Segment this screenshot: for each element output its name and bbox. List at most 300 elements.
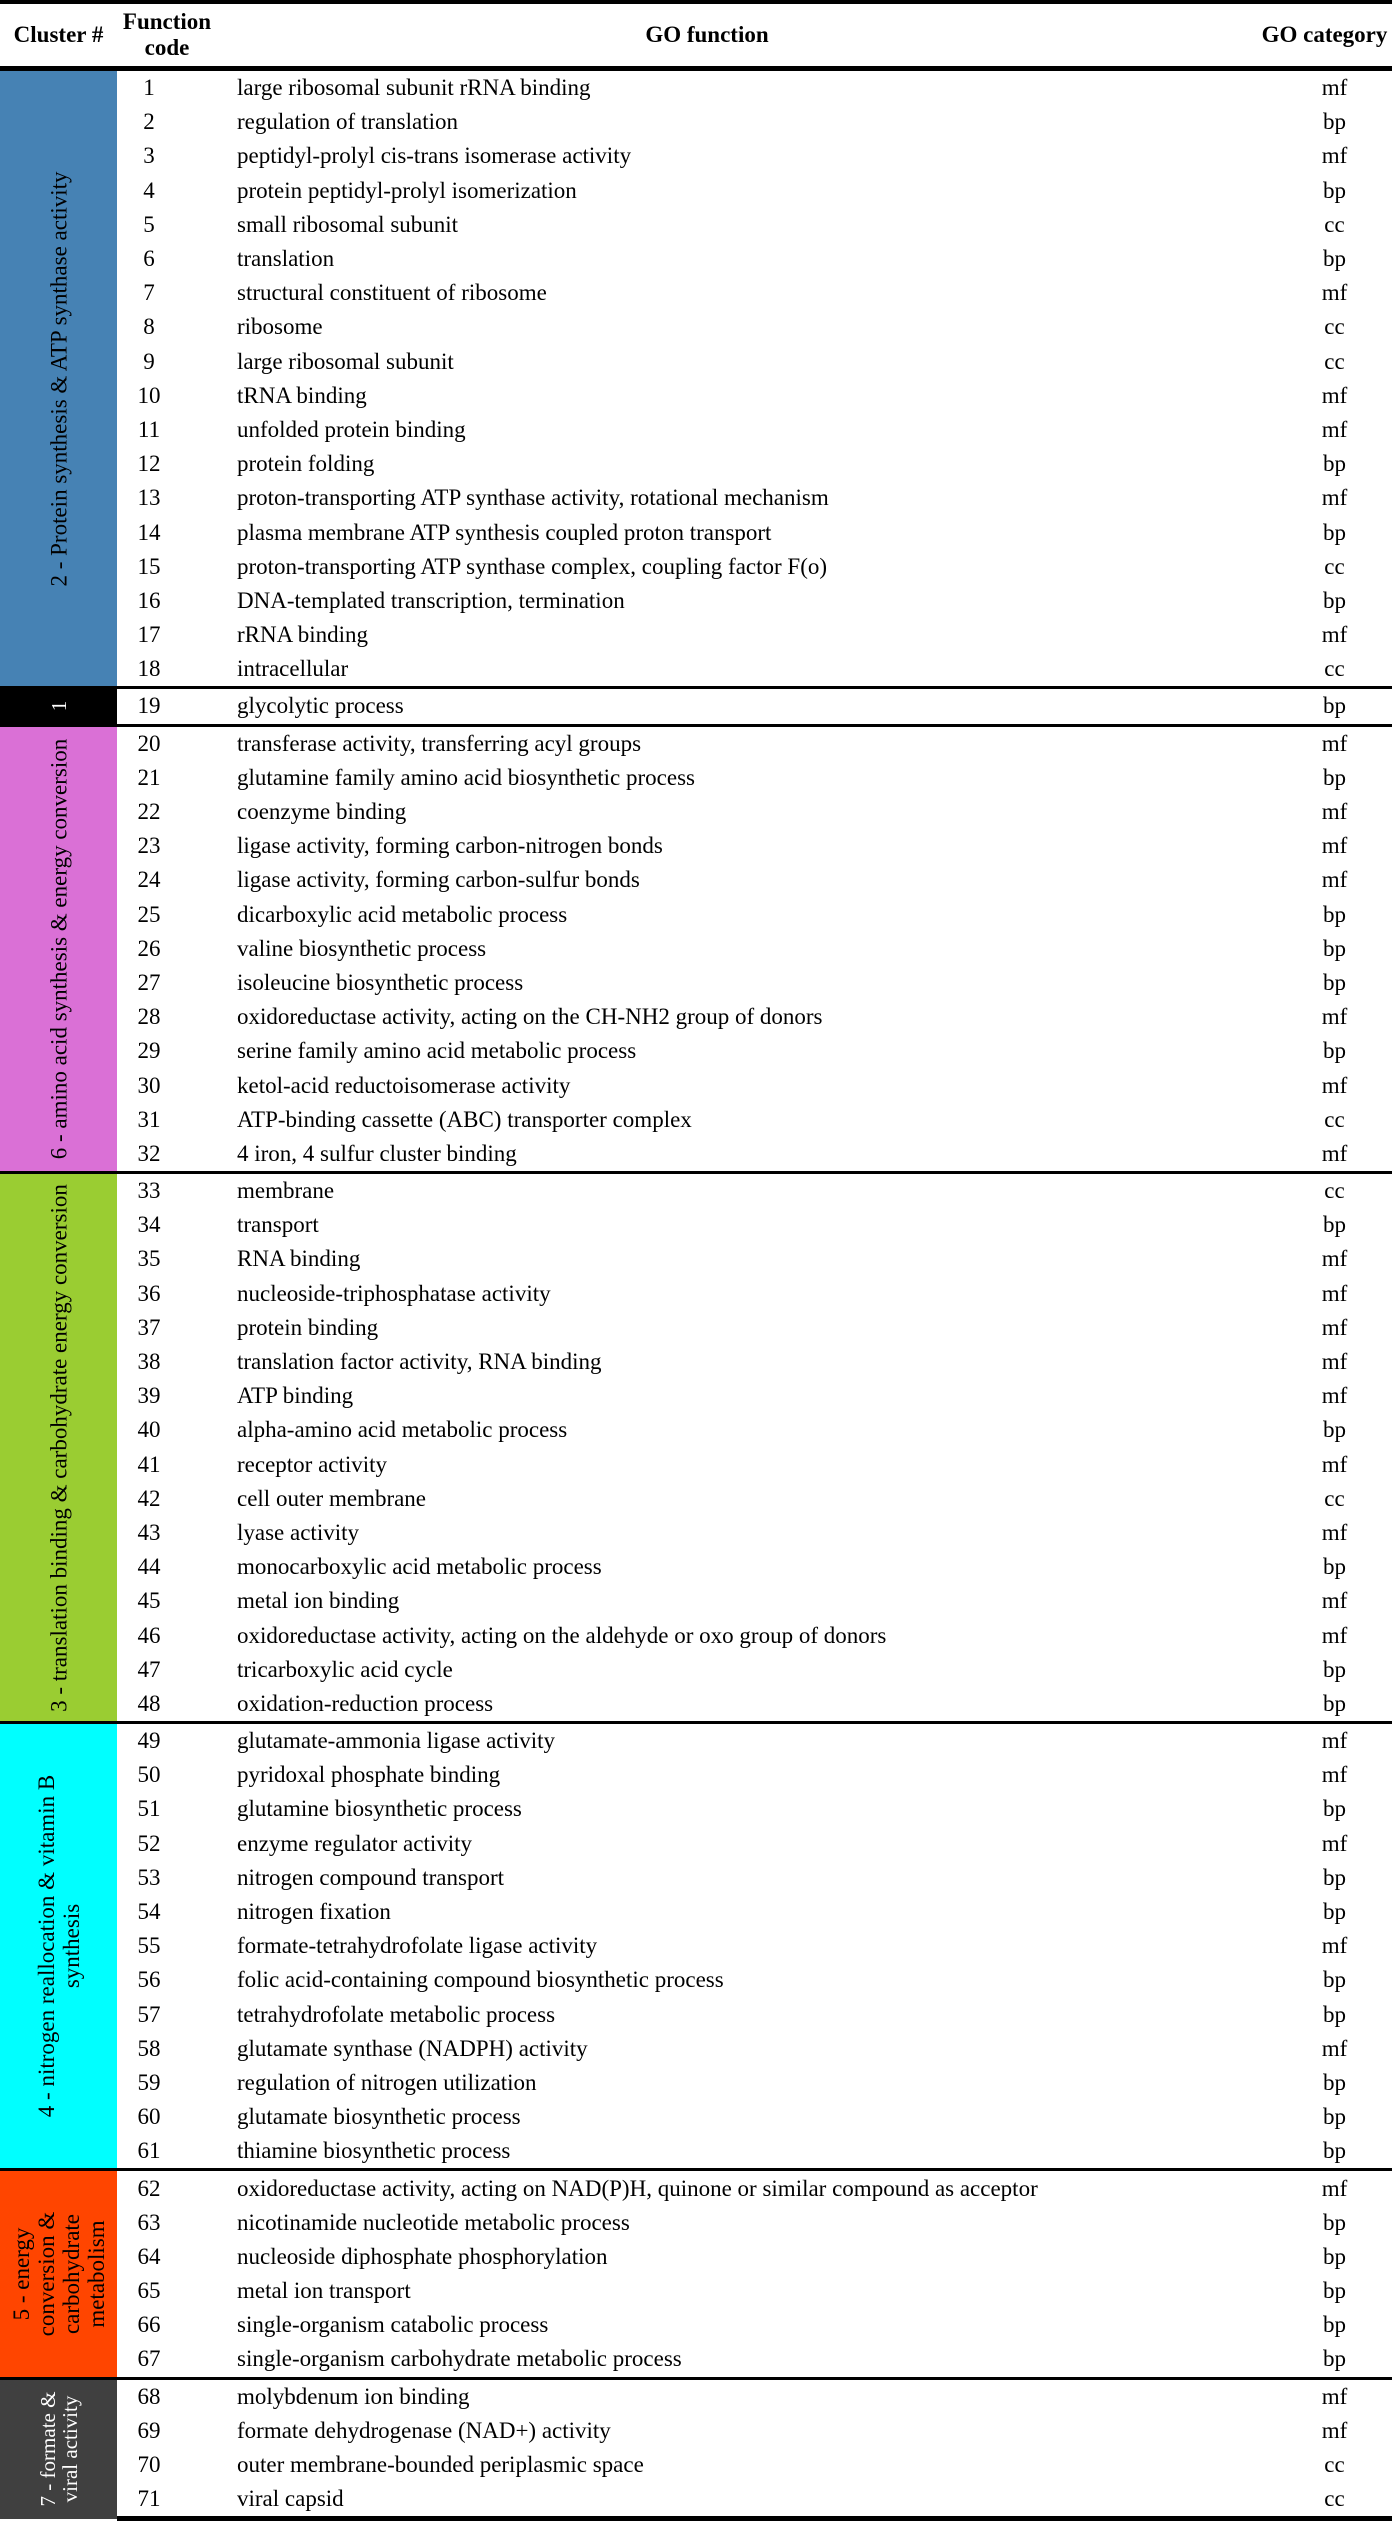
table-row [0,1413,1392,1447]
table-row [0,515,1392,549]
go-category-cell: cc [1324,553,1345,579]
go-category-cell: mf [1321,1588,1348,1614]
function-code-cell: 33 [117,1173,217,1209]
table-row [0,932,1392,966]
go-category-cell: bp [1323,2312,1346,2338]
go-category-cell: cc [1324,656,1345,682]
function-code-cell: 24 [137,867,161,893]
table-row [0,725,1392,761]
go-category-cell: mf [1321,485,1348,511]
function-code-cell: 6 [143,246,155,272]
go-function-cell: protein folding [237,451,375,477]
go-category-cell: mf [1321,1519,1348,1545]
function-code-cell: 39 [137,1383,161,1409]
table-row [0,447,1392,481]
go-category-cell: cc [1324,348,1345,374]
table-row [0,276,1392,310]
function-code-cell: 60 [137,2104,161,2130]
function-code-cell: 37 [137,1314,161,1340]
go-category-cell: bp [1323,1417,1346,1443]
go-function-cell: protein binding [237,1314,379,1340]
function-code-cell: 58 [137,2035,161,2061]
function-code-cell: 34 [137,1212,161,1238]
function-code-cell: 25 [137,901,161,927]
go-function-cell: oxidation-reduction process [237,1690,494,1716]
go-function-cell: unfolded protein binding [237,416,466,442]
cluster-label: 7 - formate & viral activity [35,2391,82,2507]
function-code-cell: 63 [137,2209,161,2235]
go-category-cell: mf [1257,1723,1392,1759]
go-function-cell: enzyme regulator activity [237,1830,473,1856]
go-function-cell: valine biosynthetic process [237,935,487,961]
go-function-cell: glycolytic process [217,688,1257,725]
go-function-cell: nitrogen compound transport [237,1864,505,1890]
go-category-cell: mf [1321,1314,1348,1340]
go-function-cell: tricarboxylic acid cycle [237,1656,453,1682]
function-code-cell: 67 [137,2346,161,2372]
go-category-cell: bp [1323,246,1346,272]
go-function-cell: glutamate biosynthetic process [237,2104,521,2130]
function-code-cell: 31 [137,1106,161,1132]
table-row [0,1034,1392,1068]
table-row [0,1827,1392,1861]
go-function-cell: monocarboxylic acid metabolic process [237,1554,602,1580]
function-code-cell: 11 [137,416,161,442]
table-row [0,1000,1392,1034]
go-function-cell: ligase activity, forming carbon-nitrogen bonds [237,833,663,859]
go-function-cell: glutamate synthase (NADPH) activity [237,2035,588,2061]
cluster-cell [0,1723,117,2170]
table-row [0,966,1392,1000]
go-function-cell: large ribosomal subunit [237,348,454,374]
go-function-cell: tRNA binding [237,382,367,408]
header-function-code: Function code [117,2,217,69]
go-function-cell: nucleoside diphosphate phosphorylation [237,2243,608,2269]
go-function-cell: formate dehydrogenase (NAD+) activity [237,2417,611,2443]
function-code-cell: 13 [137,485,161,511]
go-function-cell: ATP-binding cassette (ABC) transporter complex [237,1106,692,1132]
go-function-cell: nitrogen fixation [237,1899,391,1925]
function-code-cell: 40 [137,1417,161,1443]
function-code-cell: 32 [137,1140,161,1166]
table-row [0,795,1392,829]
function-code-cell: 69 [137,2417,161,2443]
table-row [0,1137,1392,1173]
function-code-cell: 51 [137,1796,161,1822]
go-category-cell: bp [1323,1038,1346,1064]
table-row [0,2274,1392,2308]
function-code-cell: 20 [117,725,217,761]
go-function-cell: outer membrane-bounded periplasmic space [237,2452,644,2478]
table-row [0,2032,1392,2066]
function-code-cell: 45 [137,1588,161,1614]
go-function-cell: small ribosomal subunit [237,211,459,237]
go-category-cell: mf [1321,1383,1348,1409]
function-code-cell: 9 [143,348,155,374]
function-code-cell: 64 [137,2243,161,2269]
go-category-cell: mf [1321,1072,1348,1098]
cluster-label: 1 [46,701,71,712]
go-category-cell: bp [1323,2278,1346,2304]
function-code-cell: 4 [143,177,155,203]
table-row [0,1208,1392,1242]
go-category-cell: bp [1323,519,1346,545]
table-row [0,1723,1392,1759]
go-function-cell: cell outer membrane [237,1485,427,1511]
go-category-cell: mf [1257,2378,1392,2414]
cluster-cell [0,2378,117,2519]
table-row [0,1173,1392,1209]
go-function-cell: lyase activity [237,1519,359,1545]
go-category-cell: bp [1323,901,1346,927]
function-code-cell: 38 [137,1349,161,1375]
table-header [0,2,1392,69]
go-function-cell: RNA binding [237,1246,361,1272]
go-category-cell: bp [1323,764,1346,790]
go-category-cell: mf [1321,280,1348,306]
table-row [0,863,1392,897]
go-category-cell: mf [1321,1246,1348,1272]
function-code-cell: 8 [143,314,155,340]
go-function-cell: glutamine biosynthetic process [237,1796,522,1822]
go-function-cell: pyridoxal phosphate binding [237,1762,501,1788]
table-row [0,550,1392,584]
go-function-cell: single-organism carbohydrate metabolic process [237,2346,682,2372]
function-code-cell: 3 [143,143,155,169]
function-code-cell: 71 [117,2482,217,2519]
function-code-cell: 48 [137,1690,161,1716]
function-code-cell: 44 [137,1554,161,1580]
function-code-cell: 29 [137,1038,161,1064]
go-category-cell: bp [1323,1864,1346,1890]
go-function-cell: serine family amino acid metabolic process [237,1038,637,1064]
go-function-cell: plasma membrane ATP synthesis coupled proton transport [237,519,772,545]
go-category-cell: bp [1323,2069,1346,2095]
function-code-cell: 30 [137,1072,161,1098]
function-code-cell: 1 [117,69,217,106]
table-row [0,2170,1392,2206]
go-category-cell: bp [1323,1554,1346,1580]
go-category-cell: mf [1321,1140,1348,1166]
function-code-cell: 57 [137,2001,161,2027]
table-row [0,2448,1392,2482]
go-function-cell: glutamine family amino acid biosynthetic process [237,764,695,790]
table-row [0,1758,1392,1792]
function-code-cell: 43 [137,1519,161,1545]
go-function-cell: translation [237,246,335,272]
go-function-cell: structural constituent of ribosome [237,280,547,306]
go-category-cell: mf [1321,1451,1348,1477]
go-category-cell: bp [1257,688,1392,725]
table-row [0,310,1392,344]
function-code-cell: 35 [137,1246,161,1272]
go-category-cell: bp [1323,177,1346,203]
go-category-cell: bp [1323,935,1346,961]
header-go-function: GO function [217,2,1257,69]
go-category-cell: mf [1321,622,1348,648]
go-function-cell: viral capsid [217,2482,1257,2519]
function-code-cell: 54 [137,1899,161,1925]
function-code-cell: 16 [137,587,161,613]
go-category-cell: mf [1321,143,1348,169]
go-category-cell: mf [1321,416,1348,442]
table-row [0,688,1392,725]
cluster-cell [0,1173,117,1723]
function-code-cell: 47 [137,1656,161,1682]
table-row [0,1448,1392,1482]
function-code-cell: 18 [137,656,161,682]
go-category-cell: mf [1321,1349,1348,1375]
table-row [0,1998,1392,2032]
function-code-cell: 23 [137,833,161,859]
function-code-cell: 42 [137,1485,161,1511]
cluster-cell [0,2170,117,2378]
table-row [0,898,1392,932]
go-category-cell: cc [1324,211,1345,237]
go-function-cell: protein peptidyl-prolyl isomerization [237,177,577,203]
go-category-cell: bp [1323,1796,1346,1822]
go-category-cell: mf [1321,799,1348,825]
go-function-cell: coenzyme binding [237,799,407,825]
table-row [0,1861,1392,1895]
table-row [0,2206,1392,2240]
go-category-cell: bp [1323,2138,1346,2164]
function-code-cell: 5 [143,211,155,237]
table-row [0,2240,1392,2274]
go-function-cell: ATP binding [237,1383,354,1409]
function-code-cell: 41 [137,1451,161,1477]
go-function-cell: DNA-templated transcription, termination [237,587,625,613]
table-row [0,105,1392,139]
table-row [0,1929,1392,1963]
go-function-cell: dicarboxylic acid metabolic process [237,901,568,927]
function-code-cell: 59 [137,2069,161,2095]
function-code-cell: 52 [137,1830,161,1856]
go-category-cell: mf [1321,2417,1348,2443]
table-row [0,2378,1392,2414]
go-category-cell: bp [1323,2346,1346,2372]
go-function-cell: thiamine biosynthetic process [237,2138,511,2164]
table-row [0,1345,1392,1379]
go-category-cell: mf [1321,2035,1348,2061]
go-function-cell: intracellular [237,656,349,682]
go-function-cell: ribosome [237,314,323,340]
table-row [0,1068,1392,1102]
go-function-cell: oxidoreductase activity, acting on the aldehyde or oxo group of donors [237,1622,887,1648]
go-function-cell: metal ion binding [237,1588,400,1614]
go-category-cell: cc [1324,1485,1345,1511]
cluster-label: 2 - Protein synthesis & ATP synthase activity [46,171,71,587]
go-category-cell: cc [1324,1106,1345,1132]
go-function-cell: metal ion transport [237,2278,411,2304]
go-category-cell: mf [1321,833,1348,859]
function-code-cell: 10 [137,382,161,408]
go-function-cell: single-organism catabolic process [237,2312,549,2338]
function-code-cell: 12 [137,451,161,477]
go-function-cell: folic acid-containing compound biosynthetic process [237,1967,724,1993]
table-row [0,1379,1392,1413]
table-row [0,1277,1392,1311]
go-function-cell: translation factor activity, RNA binding [237,1349,602,1375]
table-row [0,1895,1392,1929]
go-category-cell: bp [1323,2209,1346,2235]
go-function-cell: formate-tetrahydrofolate ligase activity [237,1933,598,1959]
function-code-cell: 22 [137,799,161,825]
table-row [0,584,1392,618]
table-row [0,2482,1392,2519]
table-row [0,2066,1392,2100]
go-function-cell: proton-transporting ATP synthase complex, coupling factor F(o) [237,553,828,579]
go-function-cell: oxidoreductase activity, acting on NAD(P)H, quinone or similar compound as acceptor [217,2170,1257,2206]
go-category-cell: bp [1323,1690,1346,1716]
go-function-cell: regulation of nitrogen utilization [237,2069,537,2095]
go-category-cell: mf [1321,1622,1348,1648]
table-row [0,1103,1392,1137]
function-code-cell: 68 [117,2378,217,2414]
cluster-cell [0,69,117,688]
function-code-cell: 66 [137,2312,161,2338]
table-row [0,379,1392,413]
go-function-cell: nucleoside-triphosphatase activity [237,1280,551,1306]
table-row [0,345,1392,379]
function-code-cell: 56 [137,1967,161,1993]
table-row [0,1311,1392,1345]
function-code-cell: 36 [137,1280,161,1306]
go-function-cell: ligase activity, forming carbon-sulfur bonds [237,867,640,893]
go-category-cell: bp [1323,1212,1346,1238]
table-row [0,2342,1392,2378]
cluster-label: 4 - nitrogen reallocation & vitamin B synthesis [33,1775,84,2118]
table-row [0,618,1392,652]
go-category-cell: bp [1323,109,1346,135]
function-code-cell: 50 [137,1762,161,1788]
table-row [0,1618,1392,1652]
go-function-cell: oxidoreductase activity, acting on the CH-NH2 group of donors [237,1004,823,1030]
function-code-cell: 49 [117,1723,217,1759]
go-category-cell: mf [1321,1004,1348,1030]
table-row [0,1653,1392,1687]
function-code-cell: 21 [137,764,161,790]
function-code-cell: 55 [137,1933,161,1959]
go-category-cell: bp [1323,1899,1346,1925]
go-category-cell: mf [1257,69,1392,106]
table-row [0,2100,1392,2134]
go-category-cell: mf [1257,2170,1392,2206]
table-row [0,2414,1392,2448]
function-code-cell: 19 [117,688,217,725]
table-body [0,69,1392,2519]
go-function-cell: molybdenum ion binding [217,2378,1257,2414]
go-function-cell: membrane [217,1173,1257,1209]
table-row [0,139,1392,173]
go-function-cell: peptidyl-prolyl cis-trans isomerase activity [237,143,632,169]
go-category-cell: cc [1324,314,1345,340]
table-row [0,1550,1392,1584]
go-category-cell: cc [1324,2452,1345,2478]
table-row [0,1516,1392,1550]
function-code-cell: 15 [137,553,161,579]
function-code-cell: 53 [137,1864,161,1890]
function-code-cell: 61 [137,2138,161,2164]
table-row [0,413,1392,447]
cluster-label: 6 - amino acid synthesis & energy conversion [46,738,71,1160]
cluster-cell [0,688,117,725]
go-category-cell: mf [1321,1762,1348,1788]
function-code-cell: 28 [137,1004,161,1030]
table-row [0,69,1392,106]
cluster-label: 3 - translation binding & carbohydrate energy conversion [46,1183,71,1712]
table-row [0,481,1392,515]
go-category-cell: bp [1323,1967,1346,1993]
go-function-cell: nicotinamide nucleotide metabolic process [237,2209,630,2235]
function-code-cell: 62 [117,2170,217,2206]
function-code-cell: 7 [143,280,155,306]
function-code-cell: 27 [137,969,161,995]
go-category-cell: cc [1257,2482,1392,2519]
go-category-cell: mf [1321,1830,1348,1856]
go-function-cell: glutamate-ammonia ligase activity [217,1723,1257,1759]
go-category-cell: bp [1323,451,1346,477]
go-function-cell: 4 iron, 4 sulfur cluster binding [237,1140,517,1166]
go-category-cell: bp [1323,2104,1346,2130]
table-row [0,1963,1392,1997]
go-function-cell: transport [237,1212,319,1238]
table-row [0,1792,1392,1826]
table-row [0,761,1392,795]
go-function-cell: ketol-acid reductoisomerase activity [237,1072,571,1098]
go-function-cell: transferase activity, transferring acyl groups [217,725,1257,761]
go-function-cell: large ribosomal subunit rRNA binding [217,69,1257,106]
function-code-cell: 26 [137,935,161,961]
function-code-cell: 65 [137,2278,161,2304]
table-row [0,242,1392,276]
header-cluster: Cluster # [0,2,117,69]
go-function-cell: rRNA binding [237,622,368,648]
go-category-cell: bp [1323,587,1346,613]
header-go-category: GO category [1257,2,1392,69]
function-code-cell: 70 [137,2452,161,2478]
go-function-cell: alpha-amino acid metabolic process [237,1417,568,1443]
table-row [0,174,1392,208]
go-category-cell: mf [1321,1280,1348,1306]
function-code-cell: 2 [143,109,155,135]
go-function-cell: proton-transporting ATP synthase activity, rotational mechanism [237,485,829,511]
function-code-cell: 46 [137,1622,161,1648]
go-function-cell: isoleucine biosynthetic process [237,969,524,995]
table-row [0,652,1392,688]
go-category-cell: bp [1323,2001,1346,2027]
table-row [0,1584,1392,1618]
go-category-cell: mf [1257,725,1392,761]
table-row [0,829,1392,863]
cluster-label: 5 - energy conversion & carbohydrate metabolism [8,2211,109,2337]
table-row [0,1482,1392,1516]
function-code-cell: 17 [137,622,161,648]
table-row [0,1242,1392,1276]
go-category-cell: bp [1323,1656,1346,1682]
go-function-cell: regulation of translation [237,109,458,135]
table-row [0,2308,1392,2342]
table-row [0,1687,1392,1723]
go-category-cell: mf [1321,382,1348,408]
function-code-cell: 14 [137,519,161,545]
table-row [0,2134,1392,2170]
cluster-cell [0,725,117,1172]
go-category-cell: mf [1321,867,1348,893]
go-function-cell: receptor activity [237,1451,388,1477]
go-category-cell: mf [1321,1933,1348,1959]
go-category-cell: bp [1323,969,1346,995]
